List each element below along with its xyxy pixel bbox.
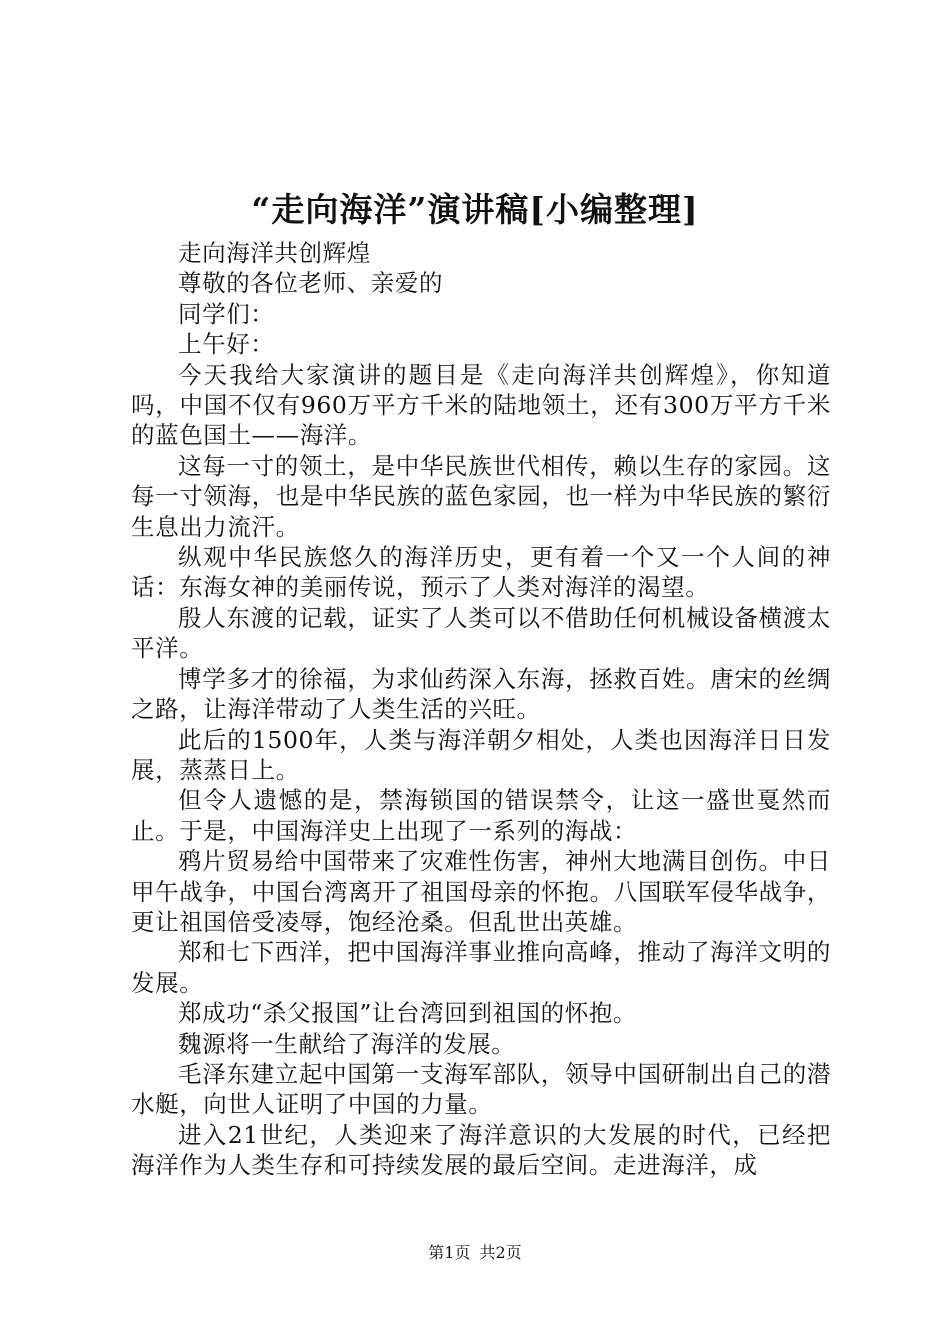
paragraph: 尊敬的各位老师、亲爱的: [178, 269, 444, 298]
paragraph: 毛泽东建立起中国第一支海军部队，领导中国研制出自己的潜水艇，向世人证明了中国的力量。: [131, 1059, 831, 1119]
paragraph: 郑和七下西洋，把中国海洋事业推向高峰，推动了海洋文明的发展。: [131, 938, 831, 997]
paragraph: 此后的1500年，人类与海洋朝夕相处，人类也因海洋日日发展，蒸蒸日上。: [131, 725, 831, 784]
page-footer: [0, 1242, 950, 1264]
paragraph: 鸦片贸易给中国带来了灾难性伤害，神州大地满目创伤。中日甲午战争，中国台湾离开了祖国母亲的怀抱。八国联军侵华战争，更让祖国倍受凌辱，饱经沧桑。但乱世出英雄。: [131, 847, 831, 936]
paragraph: 进入21世纪，人类迎来了海洋意识的大发展的时代，已经把海洋作为人类生存和可持续发展的最后空间。走进海洋，成: [131, 1120, 831, 1180]
document-body: [131, 238, 831, 1181]
page-number: 第1页: [428, 1243, 471, 1262]
paragraph: 走向海洋共创辉煌: [178, 239, 371, 267]
paragraph: 魏源将一生献给了海洋的发展。: [178, 1029, 516, 1058]
page-total: 共2页: [479, 1243, 522, 1262]
paragraph: 这每一寸的领土，是中华民族世代相传，赖以生存的家园。这每一寸领海，也是中华民族的蓝色家园，也一样为中华民族的繁衍生息出力流汗。: [131, 451, 831, 541]
paragraph: 纵观中华民族悠久的海洋历史，更有着一个又一个人间的神话：东海女神的美丽传说，预示了人类对海洋的渴望。: [131, 543, 831, 602]
paragraph: 博学多才的徐福，为求仙药深入东海，拯救百姓。唐宋的丝绸之路，让海洋带动了人类生活的兴旺。: [131, 664, 831, 724]
paragraph: 上午好：: [178, 330, 275, 359]
paragraph: 但令人遗憾的是，禁海锁国的错误禁令，让这一盛世戛然而止。于是，中国海洋史上出现了一系列的海战：: [131, 786, 831, 845]
paragraph: 郑成功“杀父报国”让台湾回到祖国的怀抱。: [178, 999, 638, 1028]
paragraph: 殷人东渡的记载，证实了人类可以不借助任何机械设备横渡太平洋。: [131, 603, 831, 663]
paragraph: 同学们：: [178, 299, 275, 328]
document-title: “走向海洋”演讲稿[小编整理]: [251, 190, 699, 229]
paragraph: 今天我给大家演讲的题目是《走向海洋共创辉煌》，你知道吗，中国不仅有960万平方千米的陆地领土，还有300万平方千米的蓝色国土——海洋。: [131, 360, 831, 450]
